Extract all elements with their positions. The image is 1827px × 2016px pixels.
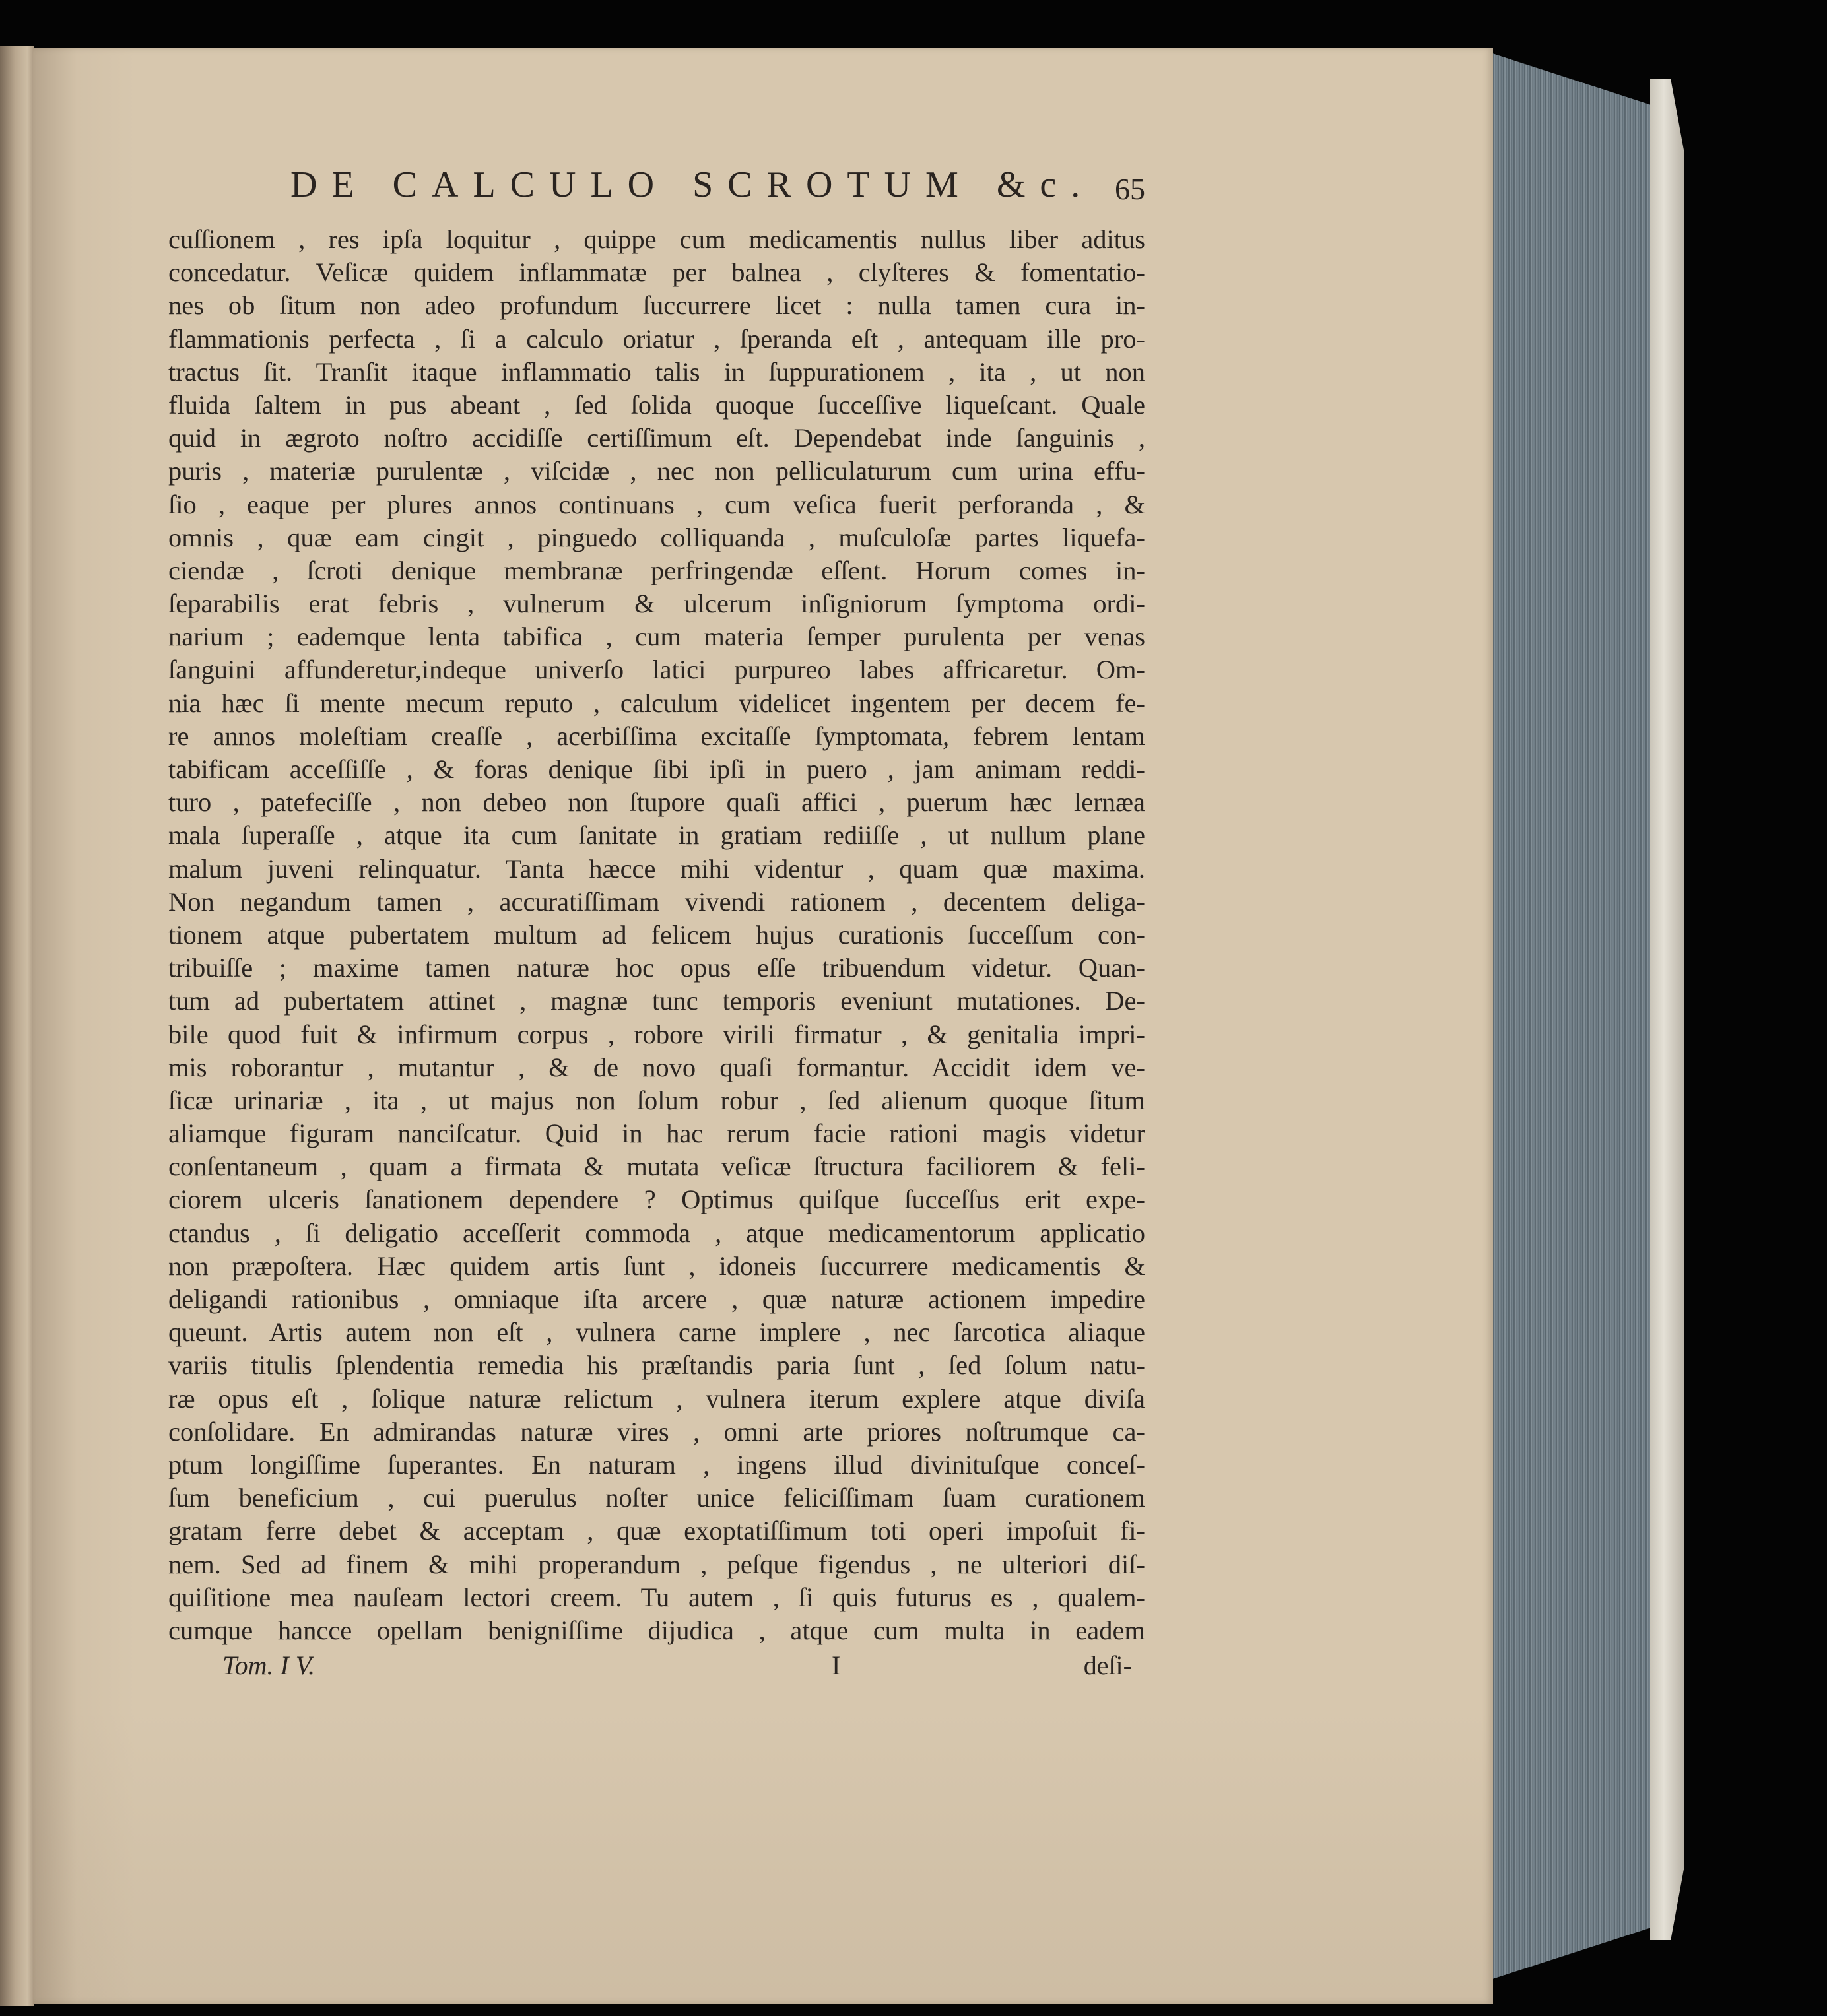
binding-cover-edge	[1650, 79, 1684, 1940]
text-line: non præpoſtera. Hæc quidem artis ſunt , idoneis ſuccurrere medicamentis &	[168, 1251, 1145, 1281]
text-line: ræ opus eſt , ſolique naturæ relictum , vulnera iterum explere atque diviſa	[168, 1383, 1145, 1414]
text-line: conſentaneum , quam a firmata & mutata veſicæ ſtructura faciliorem & feli-	[168, 1152, 1145, 1182]
text-line: bile quod fuit & infirmum corpus , robore virili firmatur , & genitalia impri-	[168, 1019, 1145, 1049]
text-line: quid in ægroto noſtro accidiſſe certiſſimum eſt. Dependebat inde ſanguinis ,	[168, 423, 1145, 453]
text-line: nem. Sed ad finem & mihi properandum , peſque figendus , ne ulteriori diſ-	[168, 1549, 1145, 1579]
text-line: variis titulis ſplendentia remedia his præſtandis paria ſunt , ſed ſolum natu-	[168, 1350, 1145, 1381]
text-line: ſeparabilis erat febris , vulnerum & ulcerum inſigniorum ſymptoma ordi-	[168, 589, 1145, 619]
text-line: queunt. Artis autem non eſt , vulnera carne implere , nec ſarcotica aliaque	[168, 1317, 1145, 1348]
body-text	[168, 223, 1145, 1647]
text-line: mala ſuperaſſe , atque ita cum ſanitate in gratiam rediiſſe , ut nullum plane	[168, 820, 1145, 851]
text-line: tribuiſſe ; maxime tamen naturæ hoc opus eſſe tribuendum videtur. Quan-	[168, 953, 1145, 983]
text-line: turo , patefeciſſe , non debeo non ſtupore quaſi affici , puerum hæc lernæa	[168, 787, 1145, 818]
page-number: 65	[1115, 172, 1145, 206]
page-footer	[168, 1650, 1145, 1685]
catchword: deſi-	[1083, 1650, 1132, 1681]
text-line: omnis , quæ eam cingit , pinguedo colliquanda , muſculoſæ partes liquefa-	[168, 522, 1145, 552]
text-block-fore-edge	[1490, 53, 1669, 1980]
text-line: gratam ferre debet & acceptam , quæ exoptatiſſimum toti operi impoſuit fi-	[168, 1516, 1145, 1546]
text-line: fluida ſaltem in pus abeant , ſed ſolida quoque ſucceſſive liqueſcant. Quale	[168, 389, 1145, 420]
text-line: ſum beneficium , cui puerulus noſter unice feliciſſimam ſuam curationem	[168, 1483, 1145, 1513]
text-line: mis roborantur , mutantur , & de novo quaſi formantur. Accidit idem ve-	[168, 1052, 1145, 1082]
text-line: tabificam acceſſiſſe , & foras denique ſibi ipſi in puero , jam animam reddi-	[168, 754, 1145, 784]
text-line: tum ad pubertatem attinet , magnæ tunc temporis eveniunt mutationes. De-	[168, 986, 1145, 1016]
text-line: tionem atque pubertatem multum ad felicem hujus curationis ſucceſſum con-	[168, 919, 1145, 950]
signature-mark: I	[832, 1650, 841, 1681]
text-line: quiſitione mea nauſeam lectori creem. Tu autem , ſi quis futurus es , qualem-	[168, 1582, 1145, 1612]
text-line: ptum longiſſime ſuperantes. En naturam , ingens illud divinituſque conceſ-	[168, 1449, 1145, 1479]
page-text-block	[168, 158, 1145, 1685]
running-head-title: DE CALCULO SCROTUM &c.	[290, 164, 1095, 205]
text-line: concedatur. Veſicæ quidem inflammatæ per balnea , clyſteres & fomentatio-	[168, 257, 1145, 288]
text-line: narium ; eademque lenta tabifica , cum materia ſemper purulenta per venas	[168, 622, 1145, 652]
text-line: nia hæc ſi mente mecum reputo , calculum videlicet ingentem per decem fe-	[168, 688, 1145, 718]
text-line: ſio , eaque per plures annos continuans , cum veſica fuerit perforanda , &	[168, 489, 1145, 519]
text-line: nes ob ſitum non adeo profundum ſuccurrere licet : nulla tamen cura in-	[168, 290, 1145, 321]
facing-page-edge	[0, 46, 34, 2006]
text-line: deligandi rationibus , omniaque iſta arcere , quæ naturæ actionem impedire	[168, 1284, 1145, 1314]
text-line: Non negandum tamen , accuratiſſimam vivendi rationem , decentem deliga-	[168, 886, 1145, 917]
running-head	[168, 158, 1145, 211]
text-line: ctandus , ſi deligatio acceſſerit commoda , atque medicamentorum applicatio	[168, 1218, 1145, 1248]
text-line: aliamque figuram nanciſcatur. Quid in hac rerum facie rationi magis videtur	[168, 1119, 1145, 1149]
text-line: ſanguini affunderetur,indeque univerſo latici purpureo labes affricaretur. Om-	[168, 655, 1145, 685]
text-line: cumque hancce opellam benigniſſime dijudica , atque cum multa in eadem	[168, 1615, 1145, 1645]
text-line: malum juveni relinquatur. Tanta hæcce mihi videntur , quam quæ maxima.	[168, 853, 1145, 884]
volume-signature: Tom. I V.	[222, 1650, 316, 1681]
text-line: ciendæ , ſcroti denique membranæ perfringendæ eſſent. Horum comes in-	[168, 555, 1145, 585]
text-line: puris , materiæ purulentæ , viſcidæ , nec non pelliculaturum cum urina effu-	[168, 456, 1145, 486]
text-line: re annos moleſtiam creaſſe , acerbiſſima excitaſſe ſymptomata, febrem lentam	[168, 721, 1145, 751]
text-line: cuſſionem , res ipſa loquitur , quippe cum medicamentis nullus liber aditus	[168, 224, 1145, 254]
text-line: ciorem ulceris ſanationem dependere ? Optimus quiſque ſucceſſus erit expe-	[168, 1185, 1145, 1215]
text-line: conſolidare. En admirandas naturæ vires , omni arte priores noſtrumque ca-	[168, 1416, 1145, 1447]
text-line: flammationis perfecta , ſi a calculo oriatur , ſperanda eſt , antequam ille pro-	[168, 323, 1145, 354]
text-line: ſicæ urinariæ , ita , ut majus non ſolum robur , ſed alienum quoque ſitum	[168, 1085, 1145, 1115]
text-line: tractus ſit. Tranſit itaque inflammatio talis in ſuppurationem , ita , ut non	[168, 356, 1145, 387]
